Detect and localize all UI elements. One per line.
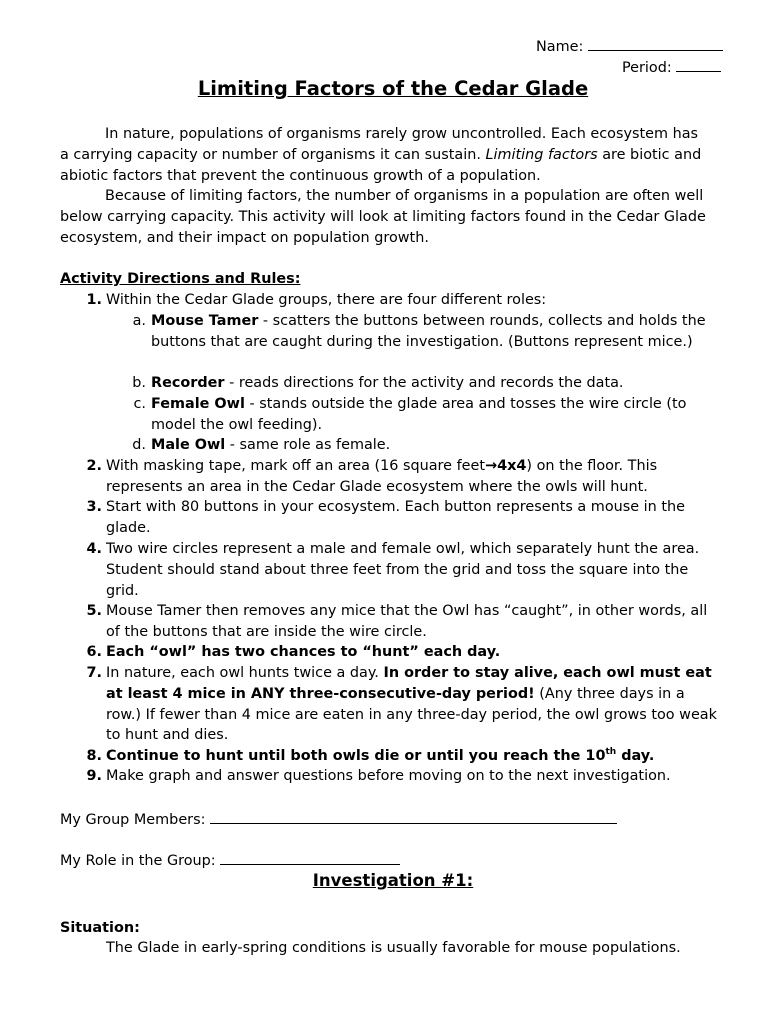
group-members-field bbox=[60, 808, 617, 830]
list-item-text bbox=[106, 663, 718, 746]
right-arrow-icon: → bbox=[485, 458, 498, 474]
role-desc: - reads directions for the activity and records the data. bbox=[224, 375, 624, 391]
role-name: Male Owl bbox=[151, 437, 226, 453]
role-letter: c. bbox=[133, 396, 146, 412]
situation-label: Situation: bbox=[60, 920, 140, 936]
situation-text: The Glade in early-spring conditions is usually favorable for mouse populations. bbox=[106, 940, 681, 956]
item7-bold: In order to stay alive, each owl must eat at least 4 mice in ANY three-consecutive-day period! bbox=[106, 665, 712, 702]
period-blank-line[interactable] bbox=[676, 56, 721, 72]
item8-superscript: th bbox=[605, 747, 617, 757]
intro-p1-before: In nature, populations of organisms rarely grow uncontrolled. Each ecosystem has a carrying capacity or number of organisms it can sustain. bbox=[60, 126, 699, 163]
role-letter: d. bbox=[132, 437, 146, 453]
page-title: Limiting Factors of the Cedar Glade bbox=[197, 77, 589, 100]
period-field bbox=[622, 56, 721, 78]
item8-text-b: day. bbox=[616, 748, 655, 764]
directions-heading: Activity Directions and Rules: bbox=[60, 271, 301, 287]
group-role-field bbox=[60, 849, 400, 871]
item7-text-b: (Any three days in a row.) If fewer than 4 mice are eaten in any three-day period, the owl grows too weak to hunt and dies. bbox=[106, 685, 717, 744]
list-item-text: Two wire circles represent a male and female owl, which separately hunt the area. Student should stand about three feet from the grid and toss the square into the grid. bbox=[106, 541, 700, 599]
list-item-text bbox=[106, 746, 718, 767]
role-item-mouse-tamer bbox=[151, 311, 719, 353]
role-item-recorder bbox=[151, 373, 719, 394]
item2-text-a: With masking tape, mark off an area (16 square feet bbox=[106, 458, 485, 474]
intro-p1-italic-term: Limiting factors bbox=[485, 146, 598, 163]
role-name: Mouse Tamer bbox=[151, 313, 259, 329]
investigation-title: Investigation #1: bbox=[312, 871, 474, 890]
role-desc: - same role as female. bbox=[225, 437, 391, 453]
group-role-blank-line[interactable] bbox=[220, 849, 400, 865]
list-item-text: Mouse Tamer then removes any mice that the Owl has “caught”, in other words, all of the buttons that are inside the wire circle. bbox=[106, 603, 708, 640]
group-role-label: My Role in the Group: bbox=[60, 853, 216, 869]
role-letter: a. bbox=[132, 313, 146, 329]
name-label: Name: bbox=[536, 39, 584, 55]
role-desc: - scatters the buttons between rounds, collects and holds the buttons that are caught during the investigation. (Buttons represent mice.) bbox=[151, 313, 706, 350]
list-item-number: 7. bbox=[86, 665, 102, 681]
item2-text-b: ) on the floor. This represents an area in the Cedar Glade ecosystem where the owls will hunt. bbox=[106, 458, 658, 495]
list-item-number: 2. bbox=[86, 458, 102, 474]
period-label: Period: bbox=[622, 60, 672, 76]
list-item-text: Make graph and answer questions before moving on to the next investigation. bbox=[106, 768, 671, 784]
role-letter: b. bbox=[132, 375, 146, 391]
role-name: Female Owl bbox=[151, 396, 245, 412]
item8-text-a: Continue to hunt until both owls die or until you reach the 10 bbox=[106, 748, 606, 764]
intro-paragraph-2: Because of limiting factors, the number of organisms in a population are often well below carrying capacity. This activity will look at limiting factors found in the Cedar Glade ecosystem, and their impact on population growth. bbox=[60, 188, 706, 246]
intro-paragraph-1 bbox=[60, 124, 710, 186]
item7-text-a: In nature, each owl hunts twice a day. bbox=[106, 665, 384, 681]
list-item-number: 1. bbox=[86, 292, 102, 308]
list-item-text: Within the Cedar Glade groups, there are four different roles: bbox=[106, 292, 547, 308]
group-members-blank-line[interactable] bbox=[210, 808, 617, 824]
role-desc: - stands outside the glade area and tosses the wire circle (to model the owl feeding). bbox=[151, 396, 687, 433]
name-field bbox=[536, 35, 723, 57]
role-item-male-owl bbox=[151, 435, 719, 456]
role-item-female-owl bbox=[151, 394, 719, 436]
list-item-text: Start with 80 buttons in your ecosystem. Each button represents a mouse in the glade. bbox=[106, 499, 685, 536]
role-name: Recorder bbox=[151, 375, 225, 391]
group-members-label: My Group Members: bbox=[60, 812, 206, 828]
list-item-number: 4. bbox=[86, 541, 102, 557]
list-item-text bbox=[106, 456, 718, 498]
intro-p1-after: are biotic and abiotic factors that prevent the continuous growth of a population. bbox=[60, 146, 702, 184]
item2-bold: 4x4 bbox=[497, 458, 527, 474]
list-item-number: 5. bbox=[86, 603, 102, 619]
list-item-number: 8. bbox=[86, 748, 102, 764]
list-item-number: 3. bbox=[86, 499, 102, 515]
name-blank-line[interactable] bbox=[588, 35, 723, 51]
list-item-number: 9. bbox=[86, 768, 102, 784]
list-item-number: 6. bbox=[86, 644, 102, 660]
list-item-text: Each “owl” has two chances to “hunt” each day. bbox=[106, 644, 501, 660]
